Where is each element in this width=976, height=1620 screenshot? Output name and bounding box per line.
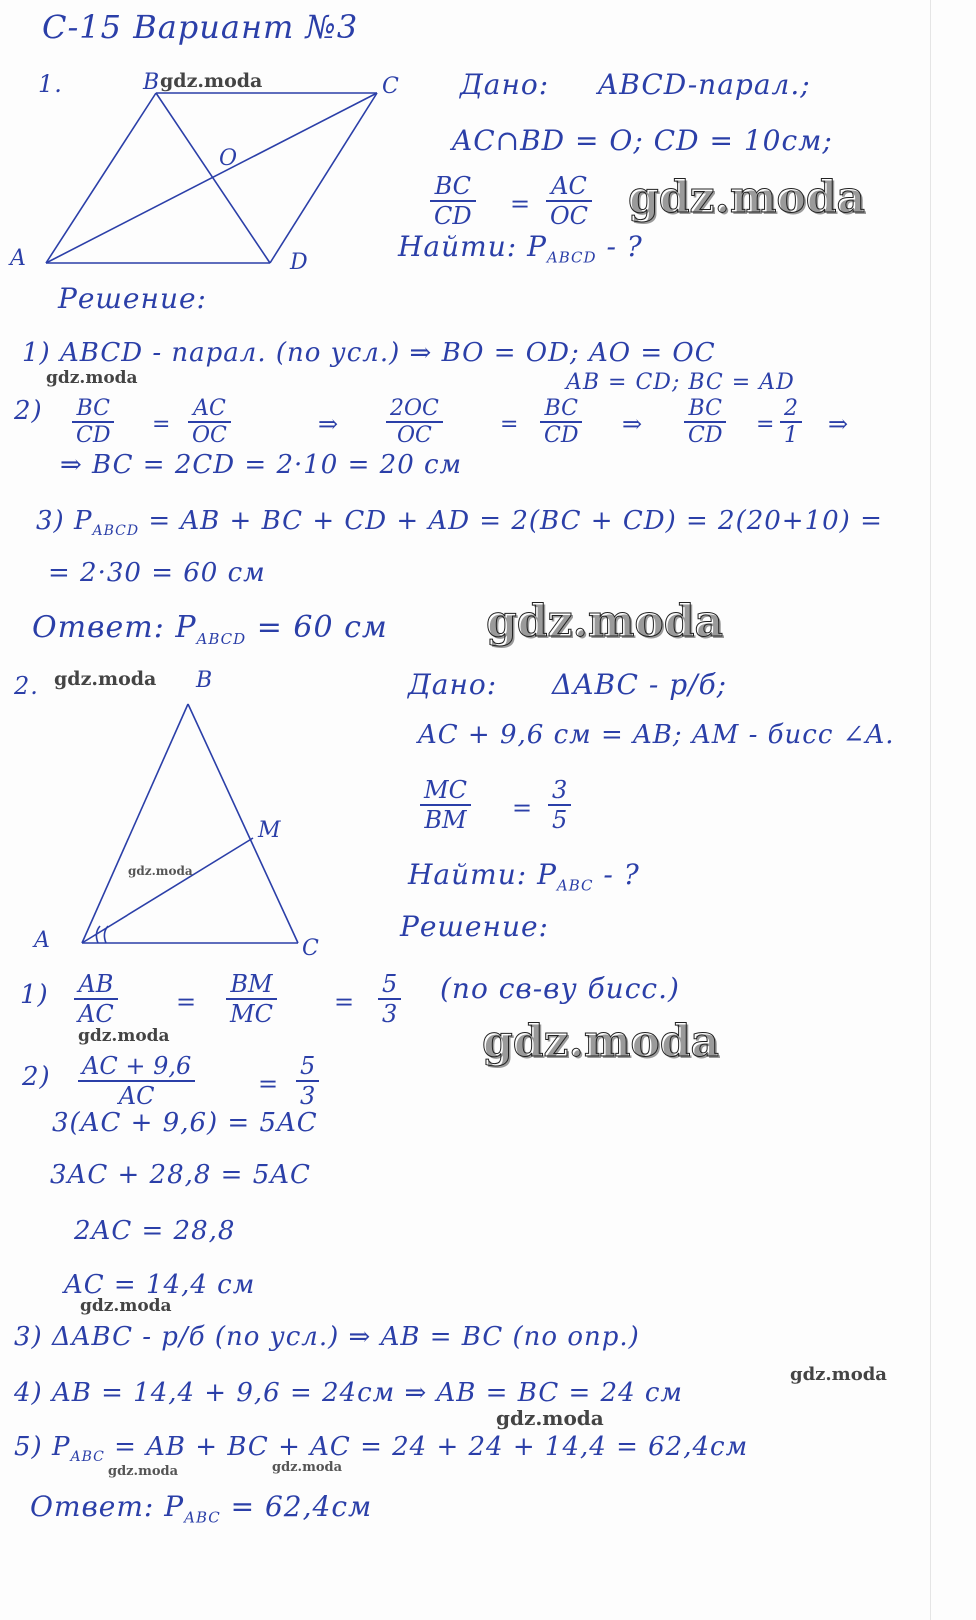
given-ratio-right <box>546 172 592 230</box>
find-line <box>398 230 643 267</box>
fraction-denominator: CD <box>688 423 723 448</box>
p1-answer <box>32 610 388 648</box>
given-ratio-left <box>420 776 471 834</box>
fraction-denominator: BM <box>424 806 467 834</box>
fraction-denominator: OC <box>550 202 589 230</box>
p2-step5-sub: ABC <box>70 1449 105 1466</box>
parallelogram-figure <box>20 75 420 275</box>
fraction-numerator: BC <box>684 396 726 423</box>
problem-2-number: 2. <box>14 672 39 700</box>
p2-line-b: 3AC + 28,8 = 5AC <box>50 1160 311 1190</box>
p1-step2-eq-3: = <box>756 412 776 437</box>
watermark-text: gdz.moda <box>46 368 138 388</box>
given-line-1: ΔABC - р/б; <box>552 668 728 701</box>
find-subscript: ABCD <box>546 248 597 267</box>
fraction-numerator: 2 <box>780 396 802 423</box>
p1-step2-frac-4 <box>540 396 582 448</box>
watermark-text: gdz.moda <box>108 1464 179 1479</box>
p2-answer-prefix: Ответ: P <box>30 1490 185 1523</box>
watermark-text: gdz.moda <box>80 1296 172 1316</box>
fraction-numerator: BC <box>430 172 476 202</box>
fraction-numerator: AC <box>188 396 231 423</box>
fraction-numerator: 2OC <box>386 396 443 423</box>
vertex-label-o: O <box>219 146 239 171</box>
solution-title: Решение: <box>58 282 207 315</box>
p1-step3-sub: ABCD <box>92 523 140 540</box>
fraction-denominator: AC <box>118 1082 155 1110</box>
watermark-text: gdz.moda <box>790 1364 887 1385</box>
p2-step2-frac-left <box>78 1052 195 1110</box>
solution-title: Решение: <box>400 910 549 943</box>
p2-answer-sub: ABC <box>184 1508 221 1527</box>
fraction-denominator: OC <box>192 423 227 448</box>
p1-step-3-cont: = 2·30 = 60 см <box>48 558 266 588</box>
watermark-text: gdz.moda <box>628 172 866 223</box>
given-label: Дано: <box>460 68 550 101</box>
p1-step-1-cont: AB = CD; BC = AD <box>566 370 795 395</box>
watermark-text: gdz.moda <box>486 596 724 647</box>
p2-line-c: 2AC = 28,8 <box>74 1216 236 1246</box>
find-end: - ? <box>593 858 640 891</box>
fraction-numerator: MC <box>420 776 471 806</box>
p1-answer-rest: = 60 см <box>246 610 388 645</box>
watermark-text: gdz.moda <box>54 668 157 690</box>
find-text: Найти: P <box>408 858 557 891</box>
fraction-numerator: BC <box>72 396 114 423</box>
fraction-denominator: CD <box>434 202 472 230</box>
p1-step2-eq-2: = <box>500 412 520 437</box>
vertex-label-m: M <box>258 818 282 843</box>
find-subscript: ABC <box>556 876 594 895</box>
p2-step-1-label: 1) <box>20 980 49 1010</box>
fraction-numerator: AC + 9,6 <box>78 1052 195 1082</box>
triangle-figure <box>40 690 360 960</box>
vertex-label-b: B <box>196 668 214 693</box>
p1-step2-frac-1 <box>72 396 114 448</box>
p2-step1-frac-3 <box>378 970 401 1028</box>
header-title: С-15 Вариант №3 <box>42 8 359 46</box>
fraction-denominator: CD <box>544 423 579 448</box>
given-ratio-left <box>430 172 476 230</box>
p1-step-1: 1) ABCD - парал. (по усл.) ⇒ BO = OD; AO = OC <box>22 338 716 368</box>
vertex-label-a: A <box>34 928 51 953</box>
p1-step2-arrow-3: ⇒ <box>828 410 850 438</box>
find-line <box>408 858 640 895</box>
p1-step-3 <box>36 506 883 539</box>
p2-step2-eq: = <box>258 1070 280 1098</box>
watermark-text: gdz.moda <box>128 864 193 878</box>
fraction-numerator: 5 <box>378 970 401 1000</box>
fraction-numerator: 3 <box>548 776 571 806</box>
watermark-text: gdz.moda <box>78 1026 170 1046</box>
p2-step-1-note: (по св-ву бисс.) <box>440 972 680 1005</box>
p2-line-d: AC = 14,4 см <box>64 1270 256 1300</box>
vertex-label-c: C <box>382 74 400 99</box>
p1-answer-prefix: Ответ: P <box>32 610 197 645</box>
vertex-label-d: D <box>290 250 309 275</box>
p1-step2-frac-6 <box>780 396 802 448</box>
p2-step-4: 4) AB = 14,4 + 9,6 = 24см ⇒ AB = BC = 24 см <box>14 1378 683 1408</box>
given-ratio-right <box>548 776 571 834</box>
p2-step-5 <box>14 1432 748 1465</box>
p2-step5-rest: = AB + BC + AC = 24 + 24 + 14,4 = 62,4см <box>104 1432 749 1462</box>
fraction-denominator: 5 <box>552 806 568 834</box>
watermark-text: gdz.moda <box>160 70 263 92</box>
fraction-denominator: 3 <box>300 1082 316 1110</box>
p1-step3-prefix: 3) P <box>36 506 93 536</box>
p2-step1-eq-1: = <box>176 988 198 1016</box>
find-text: Найти: P <box>398 230 547 263</box>
vertex-label-a: A <box>10 246 27 271</box>
fraction-numerator: AC <box>546 172 592 202</box>
fraction-denominator: 1 <box>784 423 798 448</box>
p1-step2-arrow-2: ⇒ <box>622 410 644 438</box>
given-ratio-equals: = <box>512 794 534 822</box>
vertex-label-b: B <box>143 70 161 95</box>
fraction-numerator: 5 <box>296 1052 319 1082</box>
watermark-text: gdz.moda <box>272 1460 343 1475</box>
fraction-numerator: BC <box>540 396 582 423</box>
p2-answer-rest: = 62,4см <box>220 1490 373 1523</box>
vertex-label-c: C <box>302 936 320 961</box>
fraction-numerator: AB <box>74 970 118 1000</box>
p2-line-a: 3(AC + 9,6) = 5AC <box>52 1108 318 1138</box>
p2-step1-eq-2: = <box>334 988 356 1016</box>
given-line-2: AC + 9,6 см = AB; AM - бисс ∠A. <box>418 720 895 750</box>
p1-step-2-label: 2) <box>14 396 43 426</box>
p1-step2-eq-1: = <box>152 412 172 437</box>
p1-step2-frac-2 <box>188 396 231 448</box>
find-end: - ? <box>596 230 643 263</box>
problem-1-number: 1. <box>38 70 63 98</box>
p2-step5-prefix: 5) P <box>14 1432 71 1462</box>
p2-step1-frac-2 <box>226 970 277 1028</box>
fraction-denominator: 3 <box>382 1000 398 1028</box>
watermark-text: gdz.moda <box>496 1406 604 1430</box>
fraction-denominator: MC <box>230 1000 273 1028</box>
given-line-1: ABCD-парал.; <box>598 68 811 101</box>
p2-step2-frac-right <box>296 1052 319 1110</box>
given-label: Дано: <box>408 668 498 701</box>
page-margin-line <box>930 0 931 1620</box>
p1-step2-frac-3 <box>386 396 443 448</box>
p1-answer-sub: ABCD <box>196 630 247 648</box>
p2-step1-frac-1 <box>74 970 118 1028</box>
p1-step3-rest: = AB + BC + CD + AD = 2(BC + CD) = 2(20+10) = <box>139 506 883 536</box>
p2-step-3: 3) ΔABC - р/б (по усл.) ⇒ AB = BC (по опр.) <box>14 1322 640 1352</box>
watermark-text: gdz.moda <box>482 1016 720 1067</box>
given-ratio-equals: = <box>510 190 532 218</box>
p2-answer <box>30 1490 372 1527</box>
p1-step-2-result: ⇒ BC = 2CD = 2·10 = 20 см <box>60 450 463 480</box>
p1-step2-arrow-1: ⇒ <box>318 410 340 438</box>
fraction-denominator: CD <box>76 423 111 448</box>
p1-step2-frac-5 <box>684 396 726 448</box>
given-line-2: AC∩BD = O; CD = 10см; <box>452 124 833 157</box>
fraction-numerator: BM <box>226 970 277 1000</box>
p2-step-2-label: 2) <box>22 1062 51 1092</box>
fraction-denominator: AC <box>78 1000 114 1028</box>
fraction-denominator: OC <box>397 423 432 448</box>
